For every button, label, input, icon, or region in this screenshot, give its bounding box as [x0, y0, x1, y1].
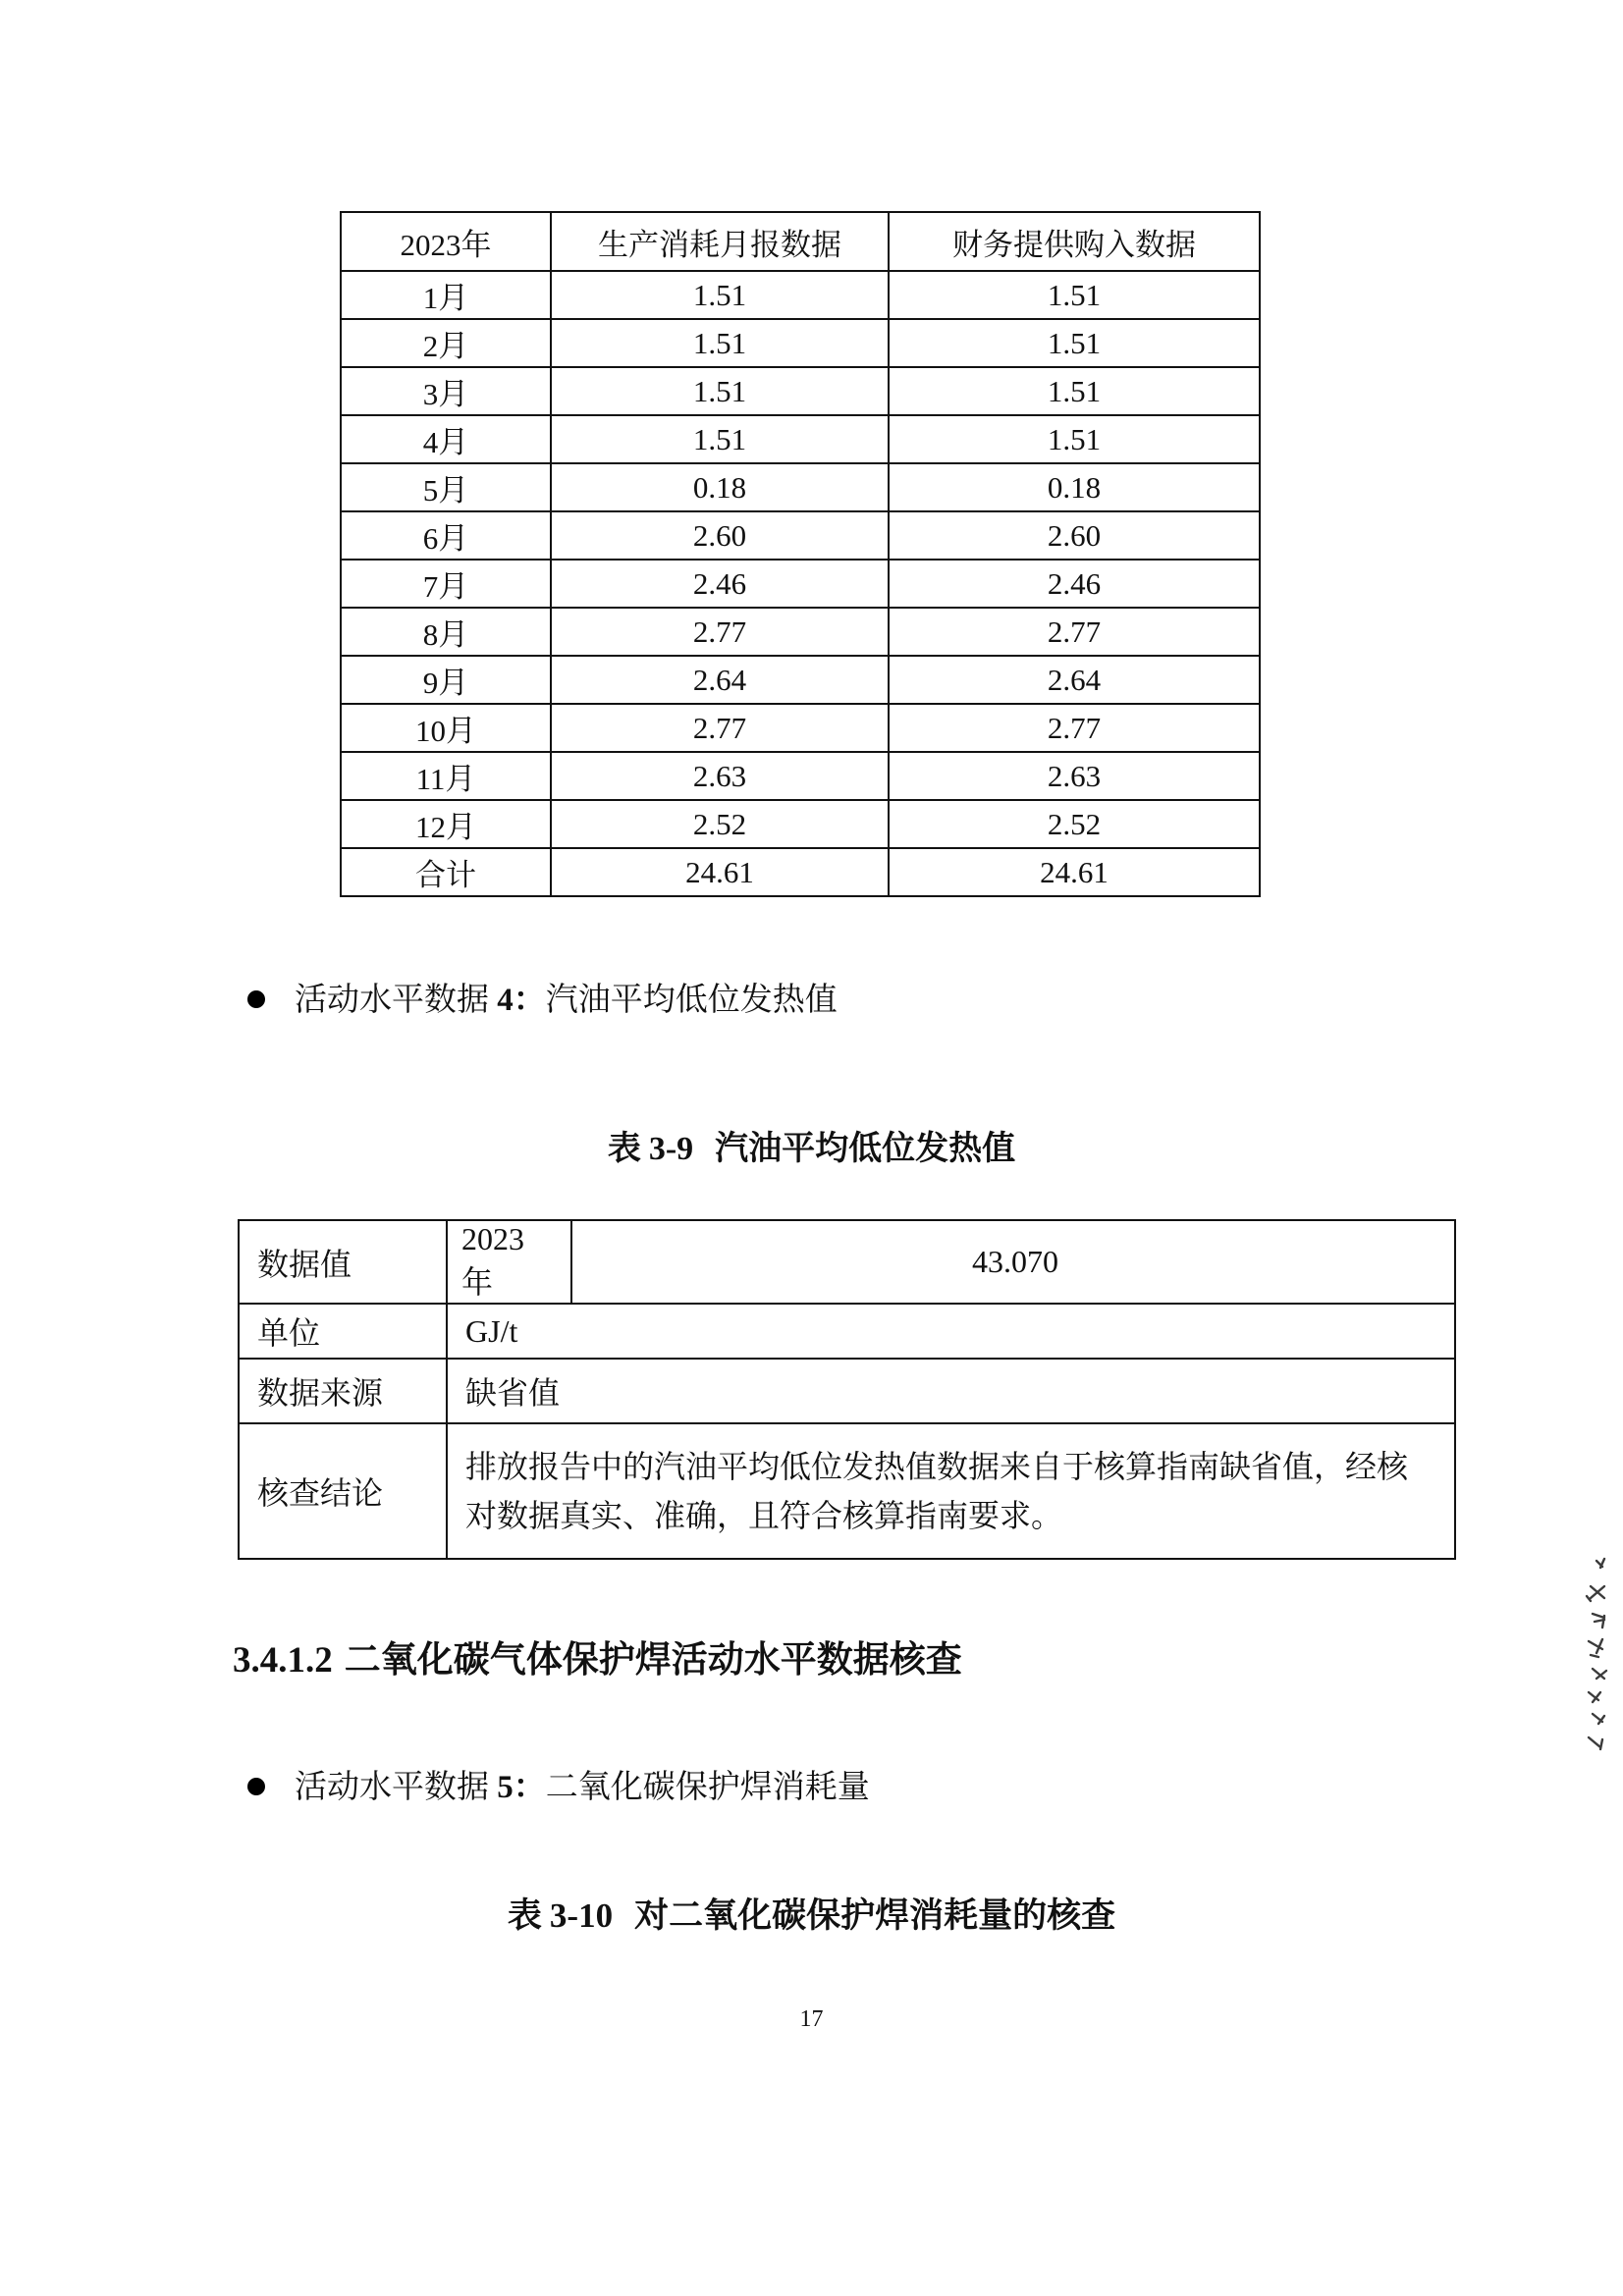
table-3-9-heating-value [238, 1219, 1456, 1560]
value-cell: 2.52 [889, 800, 1260, 848]
table-row [341, 752, 1260, 800]
value-cell: 0.18 [551, 463, 889, 511]
value-cell: 2.77 [551, 704, 889, 752]
value-cell: 1.51 [889, 415, 1260, 463]
value-cell: 2.46 [889, 560, 1260, 608]
month-cell: 5月 [341, 463, 551, 511]
caption-title: 汽油平均低位发热值 [715, 1131, 1016, 1167]
month-cell: 10月 [341, 704, 551, 752]
unit-cell: GJ/t [447, 1304, 1455, 1359]
total-label-cell: 合计 [341, 848, 551, 896]
row-label-cell: 核查结论 [239, 1423, 447, 1559]
total-value-cell: 24.61 [551, 848, 889, 896]
table-row-verification-conclusion [239, 1423, 1455, 1559]
monthly-consumption-table [340, 211, 1261, 897]
value-cell: 2.64 [551, 656, 889, 704]
column-header-finance-purchase: 财务提供购入数据 [889, 212, 1260, 271]
value-cell: 0.18 [889, 463, 1260, 511]
bullet-number: 4： [497, 983, 546, 1018]
total-value-cell: 24.61 [889, 848, 1260, 896]
month-cell: 11月 [341, 752, 551, 800]
table-3-9-caption [0, 1121, 1623, 1169]
table-row [341, 800, 1260, 848]
table-row [341, 511, 1260, 560]
table-row-data-value [239, 1220, 1455, 1304]
table-row [341, 415, 1260, 463]
table-row [341, 608, 1260, 656]
conclusion-cell: 排放报告中的汽油平均低位发热值数据来自于核算指南缺省值，经核对数据真实、准确，且符合核算指南要求。 [447, 1423, 1455, 1559]
bullet-number: 5： [497, 1770, 546, 1805]
bullet-prefix: 活动水平数据 [295, 983, 498, 1018]
caption-prefix: 表 [507, 1896, 542, 1935]
value-cell: 2.77 [889, 608, 1260, 656]
value-cell: 2.64 [889, 656, 1260, 704]
table-header-row [341, 212, 1260, 271]
table-row [341, 367, 1260, 415]
row-label-cell: 数据来源 [239, 1359, 447, 1423]
table-row [341, 463, 1260, 511]
column-header-year: 2023年 [341, 212, 551, 271]
month-cell: 9月 [341, 656, 551, 704]
bullet-dot-icon [247, 1778, 265, 1795]
value-cell: 2.77 [551, 608, 889, 656]
caption-prefix: 表 [607, 1131, 641, 1167]
bullet-activity-data-4 [247, 980, 838, 1021]
value-cell: 2.60 [551, 511, 889, 560]
month-cell: 12月 [341, 800, 551, 848]
table-row [341, 319, 1260, 367]
month-cell: 3月 [341, 367, 551, 415]
value-cell: 1.51 [889, 271, 1260, 319]
month-cell: 2月 [341, 319, 551, 367]
value-cell: 2.52 [551, 800, 889, 848]
bullet-activity-data-5 [247, 1767, 870, 1808]
value-cell: 1.51 [551, 271, 889, 319]
month-cell: 7月 [341, 560, 551, 608]
row-label-cell: 数据值 [239, 1220, 447, 1304]
value-cell: 2.60 [889, 511, 1260, 560]
table-3-10-caption [0, 1889, 1623, 1938]
section-number: 3.4.1.2 [233, 1640, 333, 1681]
value-cell: 2.63 [551, 752, 889, 800]
section-heading-3-4-1-2 [233, 1629, 962, 1682]
table-row-data-source [239, 1359, 1455, 1423]
value-cell: 1.51 [889, 367, 1260, 415]
year-cell: 2023 年 [447, 1220, 571, 1304]
column-header-production-report: 生产消耗月报数据 [551, 212, 889, 271]
value-cell: 1.51 [551, 415, 889, 463]
table-row [341, 560, 1260, 608]
month-cell: 1月 [341, 271, 551, 319]
caption-title: 对二氧化碳保护焊消耗量的核查 [634, 1896, 1116, 1935]
bullet-text: 汽油平均低位发热值 [545, 983, 838, 1018]
value-cell: 1.51 [551, 319, 889, 367]
value-cell: 1.51 [889, 319, 1260, 367]
value-cell: 43.070 [571, 1220, 1455, 1304]
data-source-cell: 缺省值 [447, 1359, 1455, 1423]
bullet-dot-icon [247, 990, 265, 1008]
month-cell: 4月 [341, 415, 551, 463]
table-row [341, 656, 1260, 704]
page-number: 17 [799, 2006, 824, 2032]
table-row [341, 271, 1260, 319]
table-row-total [341, 848, 1260, 896]
bullet-text: 二氧化碳保护焊消耗量 [545, 1770, 870, 1805]
value-cell: 2.77 [889, 704, 1260, 752]
value-cell: 2.63 [889, 752, 1260, 800]
table-row [341, 704, 1260, 752]
value-cell: 1.51 [551, 367, 889, 415]
caption-number: 3-10 [549, 1896, 614, 1935]
month-cell: 8月 [341, 608, 551, 656]
value-cell: 2.46 [551, 560, 889, 608]
table-row-unit [239, 1304, 1455, 1359]
row-label-cell: 单位 [239, 1304, 447, 1359]
section-title: 二氧化碳气体保护焊活动水平数据核查 [344, 1640, 962, 1681]
bullet-prefix: 活动水平数据 [295, 1770, 498, 1805]
page-edge-scan-marks [1567, 1553, 1618, 1769]
caption-number: 3-9 [648, 1131, 694, 1167]
month-cell: 6月 [341, 511, 551, 560]
